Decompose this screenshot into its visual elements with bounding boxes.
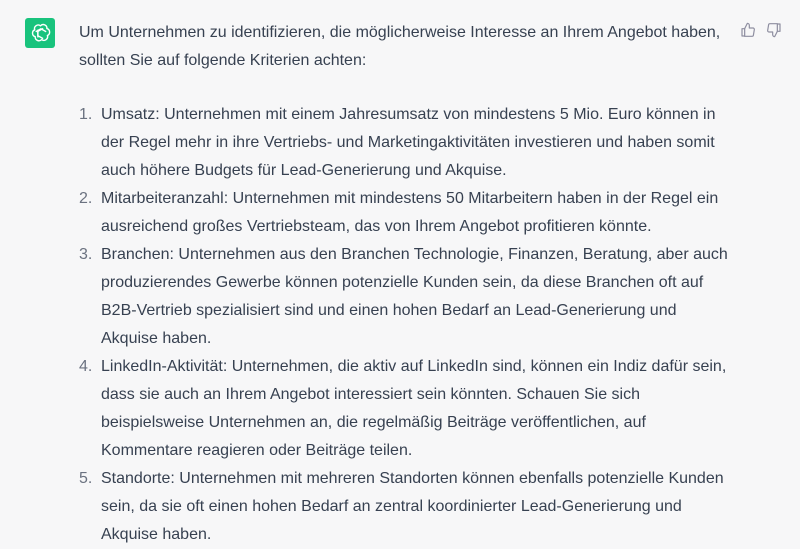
list-number: 4. [79, 358, 93, 375]
list-item [79, 241, 729, 353]
list-number: 2. [79, 190, 93, 207]
openai-logo-icon [25, 18, 55, 48]
list-item [79, 353, 729, 465]
thumbs-up-icon[interactable] [740, 22, 756, 38]
list-item [79, 101, 729, 185]
list-item-text: LinkedIn-Aktivität: Unternehmen, die aktiv auf LinkedIn sind, können ein Indiz dafür sein, dass sie auch an Ihrem Angebot interessiert sein könnten. Schauen Sie sich beispielsweise Unternehmen an, die regelmäßig Beiträge veröffentlichen, auf Kommentare reagieren oder Beiträge teilen. [101, 358, 727, 459]
thumbs-down-icon[interactable] [766, 22, 782, 38]
list-number: 1. [79, 106, 93, 123]
list-item-text: Mitarbeiteranzahl: Unternehmen mit mindestens 50 Mitarbeitern haben in der Regel ein ausreichend großes Vertriebsteam, das von Ihrem Angebot profitieren könnte. [101, 190, 719, 235]
list-item-text: Standorte: Unternehmen mit mehreren Standorten können ebenfalls potenzielle Kunden sein, da sie oft einen hohen Bedarf an zentral koordinierter Lead-Generierung und Akquise haben. [101, 470, 724, 543]
list-item [79, 185, 729, 241]
list-item-text: Umsatz: Unternehmen mit einem Jahresumsatz von mindestens 5 Mio. Euro können in der Regel mehr in ihre Vertriebs- und Marketingaktivitäten investieren und haben somit auch höhere Budgets für Lead-Generierung und Akquise. [101, 106, 716, 179]
message-content [79, 19, 729, 549]
list-item-text: Branchen: Unternehmen aus den Branchen Technologie, Finanzen, Beratung, aber auch produzierendes Gewerbe können potenzielle Kunden sein, da diese Branchen oft auf B2B-Vertrieb spezialisiert sind und einen hohen Bedarf an Lead-Generierung und Akquise haben. [101, 246, 728, 347]
feedback-buttons [740, 22, 782, 38]
message-intro: Um Unternehmen zu identifizieren, die möglicherweise Interesse an Ihrem Angebot haben, sollten Sie auf folgende Kriterien achten: [79, 24, 721, 69]
criteria-list [79, 101, 729, 549]
list-number: 5. [79, 470, 93, 487]
list-number: 3. [79, 246, 93, 263]
list-item [79, 465, 729, 549]
